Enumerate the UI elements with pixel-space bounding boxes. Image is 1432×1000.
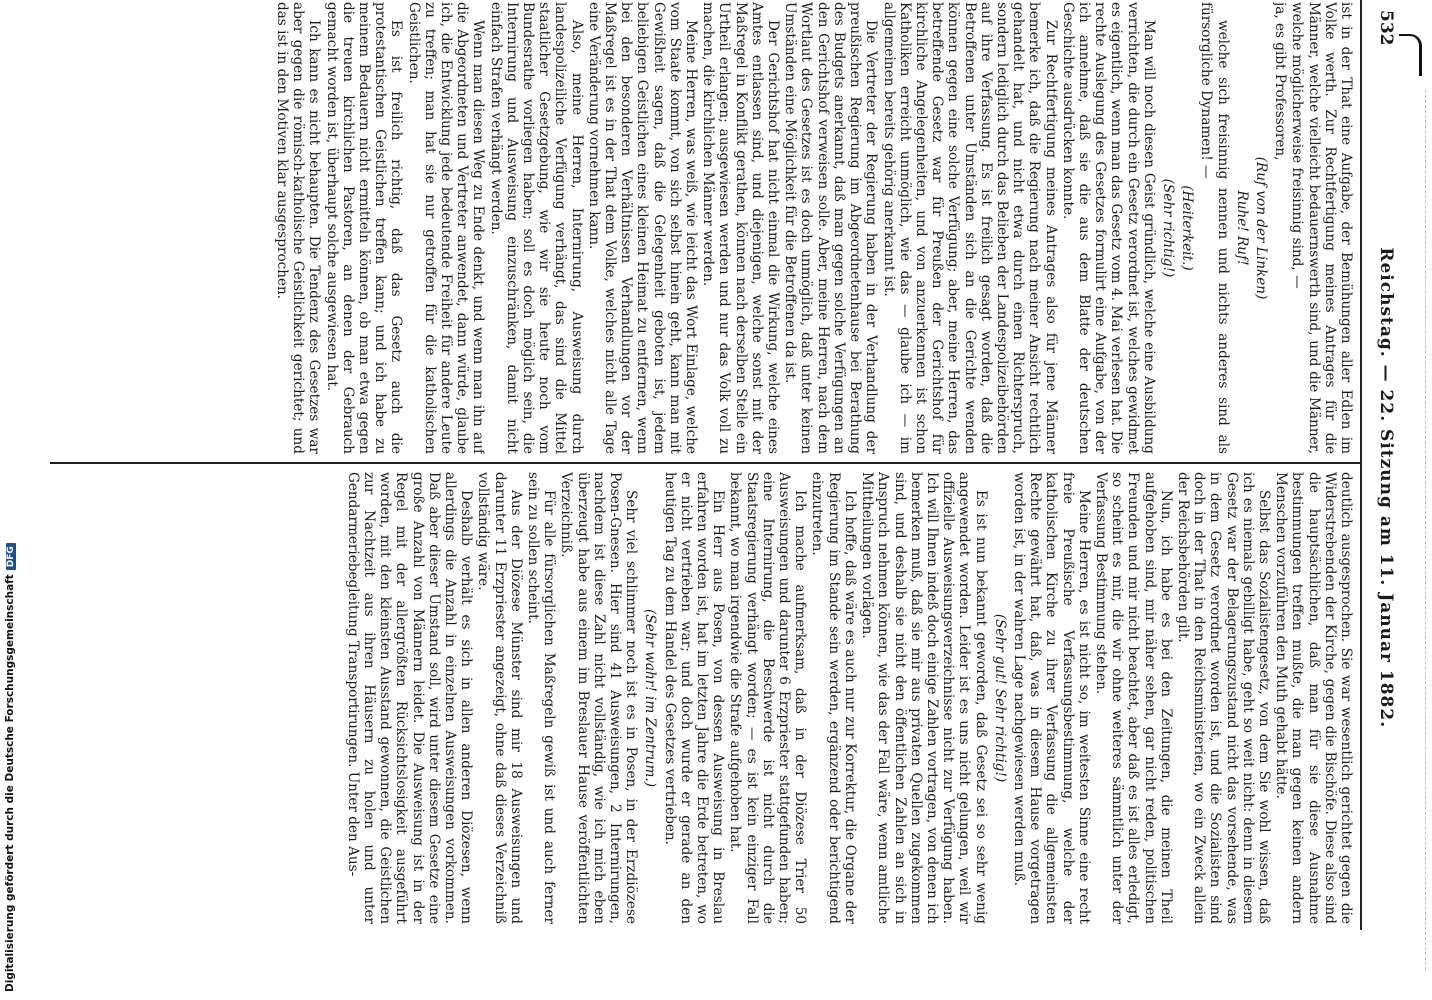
document-page [32,0,1432,930]
left-column-paragraph: Ruhe! Ruf! [1233,190,1250,266]
right-column-paragraph: (Sehr gut! Sehr richtig!) [991,613,1008,783]
right-column-paragraph: Für alle fürsorglichen Maßregeln gewiß ist und auch ferner sein zu sollen scheint. [525,472,558,924]
left-column-paragraph: Wenn man diesen Weg zu Ende denkt, und wenn man ihn auf die Abgeordneten und Vertreter anwendet, dann würde, glaube ich, die Entwicklung jede bedeutende Freiheit für andere Leute zu treffen; man hat sie nur getroffen für die katholischen Geistlichen. [405,2,487,454]
left-column-paragraph: ja, es gibt Professoren, [1272,2,1289,161]
page-curl-mark [1399,34,1422,76]
left-column-paragraph: (Ruf von der Linken) [1252,156,1269,300]
credit-text: Digitalisierung gefördert durch die Deutsche Forschungsgemeinschaft [4,574,16,992]
right-column-paragraph: Nun, ich habe es bei den Zeitungen, die meinen Theil aufgehoben sind, mir näher sehen, gar nicht reden, politischen Freunden und mir nicht beachtet, aber daß es ist alles erledigt, so scheint es mir, die wir ohne weiteres sämmtlich unter der Verfassung Bestimmung stehen. [1092,472,1174,924]
right-column-paragraph: Ein Herr aus Posen, von dessen Ausweisung in Breslau erfahren worden ist, hat im letzten Jahre die Erde betreten, wo er nicht vertrieben war; und doch wurde er gerade an den heutigen Tag zu dem Handel des Gesetzes vertrieben. [661,472,727,924]
left-column-paragraph: Der Gerichtshof hat nicht einmal die Wirkung, welche eines Amtes entlassen sind, und diejenigen, welche sonst mit der Maßregel in Konflikt gerathen, können nach derselben Stelle ein Urtheil erlangen; ausgewiesen werden und nur das Volk voll zu machen, die kirchlichen Männer werden. [700,2,782,454]
left-column-paragraph: Ich kann es nicht behaupten. Die Tendenz des Gesetzes war aber gegen die römisch-katholische Geistlichkeit gerichtet; und das ist in den Motiven klar ausgesprochen. [274,2,323,454]
right-column-paragraph: Ich mache aufmerksam, daß in der Diözese Trier 50 Ausweisungen und darunter 6 Erzpriester stattgefunden haben; eine Internirung, die Beschwerde ist nicht durch die Staatsregierung verhängt worden; — es ist kein einziger Fall bekannt, wo man irgendwie die Strafe aufgehoben hat. [727,472,809,924]
left-column [44,2,1354,454]
dfg-logo: DFG [6,543,16,570]
right-column-paragraph: (Sehr wahr! im Zentrum.) [642,608,659,788]
page-header [1366,0,1396,930]
left-column-paragraph: welche sich freisinnig nennen und nichts anderes sind als fürsorgliche Dynamen! — [1198,2,1231,454]
right-column-paragraph: Es ist nun bekannt geworden, daß Gesetz sei so sehr wenig angewendet worden. Leider ist es uns nicht gelungen, weil wir offizielle Ausweisungsverzeichnisse nicht zur Verfügung haben. Ich will Ihnen indeß doch einige Zahlen vortragen, von denen ich bemerken muß, daß sie mir aus privaten Quellen zugekommen sind, und deshalb sie nicht den öffentlichen Zahlen an sich in Anspruch nehmen können, wie das der Fall wäre, wenn amtliche Mittheilungen vorlägen. [859,472,989,924]
right-column [44,472,1354,924]
column-divider [50,462,1360,464]
right-column-paragraph: Ich hoffe, daß wäre es auch nur zur Korrektur, die Organe der Regierung im Stande sein werden, ergänzend oder berichtigend einzutreten. [809,472,858,924]
left-column-paragraph: Zur Rechtfertigung meines Antrages also für jene Männer bemerke ich, daß die Regierung nach meiner Ansicht rechtlich gehandelt hat, und nicht etwa durch einen Richterspruch, sondern lediglich durch das Belieben der Landespolizeibehörden auf ihre Verfassung. Es ist freilich gesagt worden, daß die Betroffenen unter Umständen sich an die Gerichte wenden können gegen eine solche Verfügung; aber, meine Herren, das betreffende Gesetz war für Preußen der Gerichtshof für kirchliche Angelegenheiten, und von anzuerkennen ist schon Katholiken erreicht unmöglich, wie das — glaube ich — im allgemeinen bereits gehörig anerkannt ist. [880,2,1059,454]
credit-text-line [4,543,16,992]
header-rule [1360,0,1362,930]
digitization-credit [2,546,20,992]
page-title: Reichstag. — 22. Sitzung am 11. Januar 1882. [1376,247,1396,729]
right-column-paragraph: Sehr viel schlimmer noch ist es in Posen, in der Erzdiözese Posen-Gnesen. Hier sind 41 Ausweisungen, 2 Internirungen, nachdem ist diese Zahl nicht vollständig, wie ich mich eben überzeugt habe aus einem im Breslauer Hause veröffentlichten Verzeichniß. [558,472,640,924]
right-column-paragraph: Selbst das Sozialistengesetz, von dem Sie wohl wissen, daß ich es niemals gebilligt habe, geht so weit nicht: denn in diesem Gesetz war der Belagerungszustand nicht das vorsehende, was in dem Gesetz verordnet worden ist, und die Sozialisten sind doch in der That in den Reichsministerien, wo ein Zweck allein der Reichsbehörden gilt. [1174,472,1272,924]
left-column-paragraph: Die Vertreter der Regierung haben in der Verhandlung der preußischen Regierung im Abgeordnetenhause bei Berathung des Budgets anerkannt, daß man gegen solche Verfügungen an den Gerichtshof verweisen solle. Aber, meine Herren, nach dem Wortlaut des Gesetzes ist es doch unmöglich, daß unter keinen Umständen eine Möglichkeit für die Betroffenen da ist. [782,2,880,454]
right-column-paragraph: Meine Herren, es ist nicht so, im weitesten Sinne eine recht freie Preußische Verfassungsbestimmung, welche der katholischen Kirche zu ihrer Verfassung die allgemeinsten Rechte gewährt hat, daß, was in diesem Hause vorgetragen worden ist, in der wahren Lage nachgewiesen werden muß. [1010,472,1092,924]
left-column-paragraph: (Sehr richtig!) [1159,178,1176,278]
left-column-paragraph: Meine Herren, was weiß, wie leicht das Wort Einlage, welche vom Staate kommt, von sich selbst hinein geht, kann man mit Gewißheit sagen, daß die Gelegenheit geboten ist, jedem beliebigen Geistlichen eines kleinen Heimat zu entfernen, wenn bei den besonderen Verhältnissen Verhandlungen vor der Maßregel ist es in der That dem Volke, welches nicht alle Tage eine Veränderung vornehmen kann. [585,2,700,454]
scan-edge [1421,90,1426,970]
left-column-paragraph: (Heiterkeit.) [1179,185,1196,271]
left-column-paragraph: Man will noch diesen Geist gründlich, welche eine Ausbildung verrichten, die durch ein Gesetz verordnet ist, welches gewidmet es eigentlich, wenn man das Gesetz vom 4. Mai verlesen hat. Die rechte Auslegung des Gesetzes formulirt eine Aufgabe, von der ich annehme, daß sie die aus dem Blatte der deutschen Geschichte ausdrücken konnte. [1059,2,1157,454]
page-number: 532 [1376,10,1396,46]
right-column-paragraph: deutlich ausgesprochen. Sie war wesentlich gerichtet gegen die Widerstrebenden der Kirche, gegen die Bischöfe. Diese also sind die hauptsächlichen, daß man für sie diese Ausnahme bestimmungen treffen mußte, die man gegen keinen andern Menschen vorzuführen den Muth gehabt hätte. [1273,472,1354,924]
right-column-paragraph: Deshalb verhält es sich in allen anderen Diözesen, wenn allerdings die Anzahl in einzelnen Ausweisungen vorkommen. Daß aber dieser Umstand soll, wird unter diesem Gesetze eine große Anzahl von Männern leidet. Die Ausweisung ist in der Regel mit der allergrößten Rücksichtslosigkeit ausgeführt worden, mit den kleinsten Ausstand gewonnen, die Geistlichen zur Nachtzeit aus ihren Häusern zu holen und unter Gendarmeriebegleitung Transportirungen. Unter den Aus- [344,472,475,924]
left-column-paragraph: ist in der That eine Aufgabe, der Bemühungen aller Edlen im Volke werth. Zur Rechtfertigung meines Antrages für die Männer, welche vielleicht bedauernswerth sind, und die Männer, welche möglicherweise freisinnig sind, — [1289,2,1354,454]
left-column-paragraph: Es ist freilich richtig, daß das Gesetz auch die protestantischen Geistlichen treffen kann; und ich habe zu meinem Bedauern nicht ermitteln können, ob man etwa gegen die treuen kirchlichen Pastoren, an denen der Gebrauch gemacht worden ist, überhaupt solche ausgewiesen hat. [323,2,405,454]
right-column-paragraph: Aus der Diözese Münster sind mir 18 Ausweisungen und darunter 11 Erzpriester angezeigt, ohne daß dieses Verzeichniß vollständig wäre. [475,472,524,924]
left-column-paragraph: Also, meine Herren, Internirung, Ausweisung durch landespolizeiliche Verfügung verhängt, das sind die Mittel staatlicher Gesetzgebung, wie wir sie heute noch vom Bundesrathe vorliegen haben; soll es doch möglich sein, die Internirung und Ausweisung einzuschränken, damit nicht einfach Strafen verhängt werden. [487,2,585,454]
